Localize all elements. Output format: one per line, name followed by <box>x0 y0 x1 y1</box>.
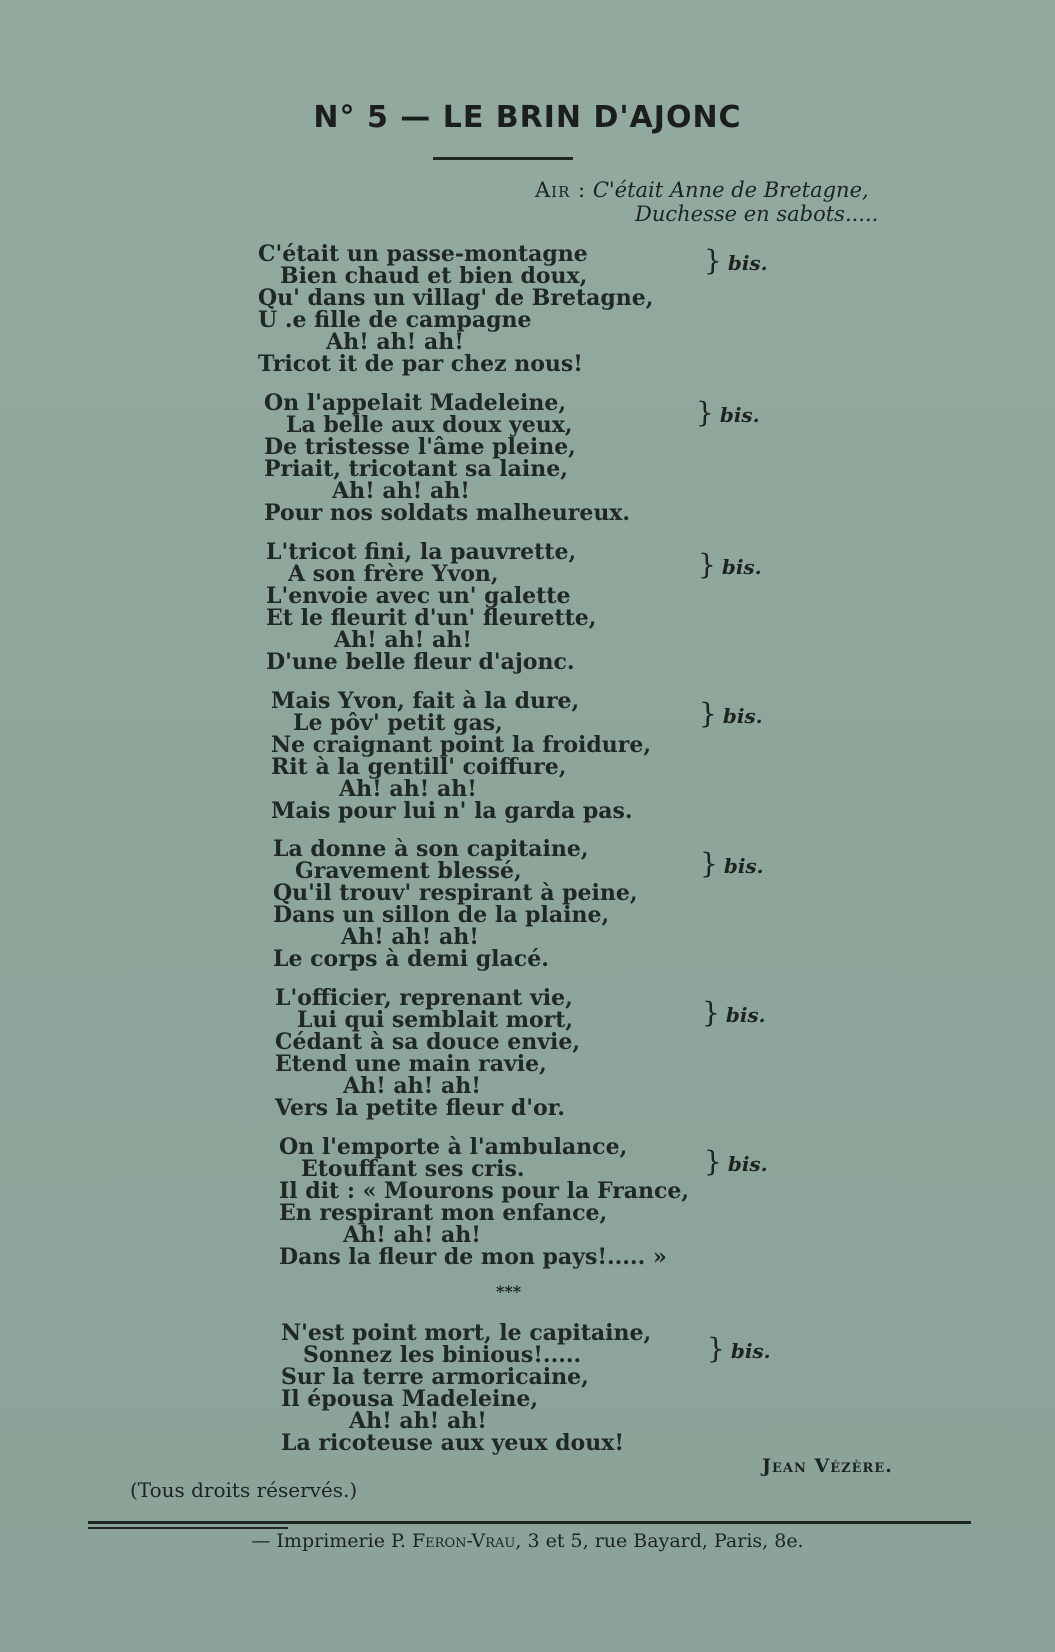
verse-line: La belle aux doux yeux, <box>286 412 573 438</box>
tune-indication <box>535 178 878 226</box>
verse-line: Cédant à sa douce envie, <box>275 1029 581 1055</box>
stanza-2 <box>264 392 764 524</box>
printer-prefix: — Imprimerie P. <box>251 1530 406 1552</box>
verse-line: Il dit : « Mourons pour la France, <box>279 1178 690 1204</box>
verse-line: Gravement blessé, <box>295 858 522 884</box>
verse-line: Sonnez les binious!..... <box>303 1342 582 1368</box>
verse-line: De tristesse l'âme pleine, <box>264 434 576 460</box>
verse-line: Sur la terre armoricaine, <box>281 1364 589 1390</box>
verse-line: Le corps à demi glacé. <box>273 946 549 972</box>
verse-line: A son frère Yvon, <box>288 561 499 587</box>
verse-line: Bien chaud et bien doux, <box>280 263 588 289</box>
footer-rule-short <box>88 1527 288 1529</box>
song-title: N° 5 — LE BRIN D'AJONC <box>313 100 742 135</box>
bis-marker: } bis. <box>698 548 762 581</box>
verse-line: C'était un passe-montagne <box>258 241 588 267</box>
verse-line: Ah! ah! ah! <box>326 329 464 355</box>
bis-marker: } bis. <box>702 996 766 1029</box>
verse-line: L'officier, reprenant vie, <box>275 985 573 1011</box>
verse-line: Qu' dans un villag' de Bretagne, <box>258 285 654 311</box>
verse-line: Ah! ah! ah! <box>339 776 477 802</box>
verse-line: U .e fille de campagne <box>258 307 532 333</box>
verse-line: Ah! ah! ah! <box>341 924 479 950</box>
author-signature: Jean Vézère. <box>762 1455 893 1477</box>
verse-line: La donne à son capitaine, <box>273 836 589 862</box>
verse-line: Il épousa Madeleine, <box>281 1386 539 1412</box>
verse-line: Ah! ah! ah! <box>332 478 470 504</box>
bis-marker: } bis. <box>707 1332 771 1365</box>
verse-line: Priait, tricotant sa laine, <box>264 456 568 482</box>
verse-line: On l'emporte à l'ambulance, <box>279 1134 628 1160</box>
verse-line: On l'appelait Madeleine, <box>264 390 567 416</box>
verse-line: L'envoie avec un' galette <box>266 583 571 609</box>
rights-notice: (Tous droits réservés.) <box>130 1478 358 1502</box>
verse-line: Etouffant ses cris. <box>301 1156 525 1182</box>
verse-line: N'est point mort, le capitaine, <box>281 1320 652 1346</box>
verse-line: Ah! ah! ah! <box>343 1073 481 1099</box>
verse-line: Mais pour lui n' la garda pas. <box>271 798 633 824</box>
title-rule <box>433 157 573 160</box>
verse-line: Rit à la gentill' coiffure, <box>271 754 567 780</box>
verse-line: Dans la fleur de mon pays!..... » <box>279 1244 667 1270</box>
bis-marker: } bis. <box>704 1145 768 1178</box>
verse-line: Ne craignant point la froidure, <box>271 732 652 758</box>
verse-line: Etend une main ravie, <box>275 1051 547 1077</box>
verse-line: Dans un sillon de la plaine, <box>273 902 610 928</box>
verse-line: La ricoteuse aux yeux doux! <box>281 1430 624 1456</box>
verse-line: D'une belle fleur d'ajonc. <box>266 649 575 675</box>
tune-name-line1: C'était Anne de Bretagne, <box>592 178 869 202</box>
stanza-1 <box>258 243 758 375</box>
verse-line: Qu'il trouv' respirant à peine, <box>273 880 638 906</box>
verse-line: Tricot it de par chez nous! <box>258 351 583 377</box>
bis-marker: } bis. <box>699 697 763 730</box>
footer-rule <box>88 1521 971 1524</box>
verse-line: Vers la petite fleur d'or. <box>275 1095 565 1121</box>
stanza-8 <box>281 1322 781 1454</box>
verse-line: Le pôv' petit gas, <box>293 710 503 736</box>
printer-imprint <box>0 1530 1055 1552</box>
verse-line: Lui qui semblait mort, <box>297 1007 574 1033</box>
bis-marker: } bis. <box>696 396 760 429</box>
stanza-6 <box>275 987 775 1119</box>
verse-line: Ah! ah! ah! <box>334 627 472 653</box>
separator-asterism: *** <box>496 1282 522 1301</box>
bis-marker: } bis. <box>700 847 764 880</box>
verse-line: Et le fleurit d'un' fleurette, <box>266 605 597 631</box>
verse-line: Ah! ah! ah! <box>343 1222 481 1248</box>
verse-line: En respirant mon enfance, <box>279 1200 608 1226</box>
verse-line: Mais Yvon, fait à la dure, <box>271 688 580 714</box>
stanza-4 <box>271 690 771 822</box>
tune-label: Air : <box>535 178 587 202</box>
printer-name: Feron-Vrau, <box>412 1530 522 1552</box>
bis-marker: } bis. <box>704 244 768 277</box>
verse-line: Pour nos soldats malheureux. <box>264 500 631 526</box>
verse-line: Ah! ah! ah! <box>349 1408 487 1434</box>
tune-name-line2: Duchesse en sabots..... <box>635 202 879 226</box>
verse-line: L'tricot fini, la pauvrette, <box>266 539 577 565</box>
stanza-5 <box>273 838 773 970</box>
printer-address: 3 et 5, rue Bayard, Paris, 8e. <box>527 1530 804 1552</box>
stanza-3 <box>266 541 766 673</box>
